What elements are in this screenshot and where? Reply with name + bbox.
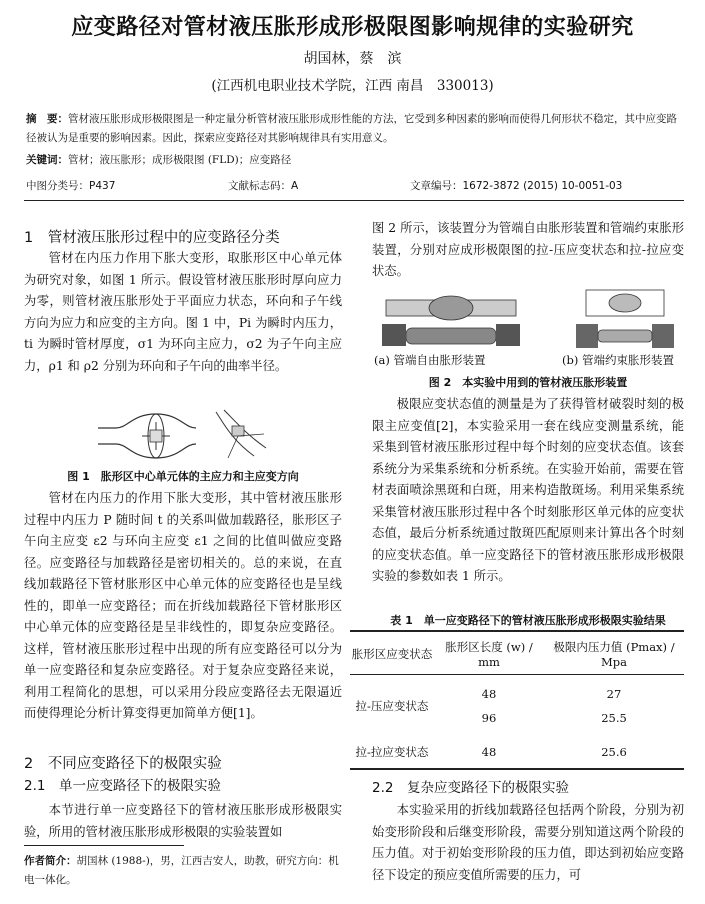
figure-1-image [96, 404, 276, 464]
footnote-text: 胡国林 (1988-)，男，江西吉安人，助教，研究方向：机电一体化。 [24, 855, 339, 886]
section-2-1-para-1: 本节进行单一应变路径下的管材液压胀形成形极限实验，所用的管材液压胀形成形极限的实验装置如 [24, 803, 342, 839]
section-1-heading: 1 管材液压胀形过程中的应变路径分类 [24, 230, 280, 246]
section-1-para-2: 管材在内压力的作用下胀大变形，其中管材液压胀形过程中内压力 P 随时间 t 的关系叫做加载路径，胀形区子午向主应变 ε2 与环向主应变 ε1 之间的比值叫做应变路径。应变路径与加载路径是密切相关的。总的来说，在直线加载路径下管材胀形区中心单元体的应变路径也是呈线性的，即单一应变路径；而在折线加载路径下管材胀形区中心单元体的应变路径是呈非线性的，即复杂应变路径。这样，管材液压胀形过程中出现的所有应变路径可以分为单一应变路径和复杂应变路径。对于复杂应变路径来说，利用工程简化的思想，可以采用分段应变路径去无限逼近而使得理论分析计算变得更加简单方便[1]。 [24, 491, 342, 720]
figure-2a-caption: (a) 管端自由胀形装置 [374, 353, 486, 367]
abstract-label: 摘 要： [26, 113, 68, 125]
header-divider [24, 200, 684, 201]
abstract-text: 管材液压胀形成形极限图是一种定量分析管材液压胀形成形性能的方法，它受到多种因素的影响而使得几何形状不稳定，其中应变路径被认为是重要的影响因素。因此，探索应变路径对其影响规律具有实用意义。 [26, 113, 677, 144]
keywords-text: 管材；液压胀形；成形极限图 (FLD)；应变路径 [68, 154, 292, 166]
table-cell-pressure: 27 [606, 687, 622, 701]
table-cell-length: 96 [481, 711, 497, 725]
table-header-row [350, 634, 684, 674]
table-bottom-rule [350, 768, 684, 770]
table-cell-state: 拉-拉应变状态 [355, 745, 429, 759]
table-header-state: 胀形区应变状态 [351, 646, 433, 661]
table-cell-state: 拉-压应变状态 [355, 699, 429, 713]
table-cell-pressure: 25.5 [601, 711, 627, 725]
keywords-label: 关键词： [26, 154, 68, 166]
article-number: 文章编号：1672-3872 (2015) 10-0051-03 [410, 180, 623, 192]
keywords [26, 152, 291, 167]
paper-title: 应变路径对管材液压胀形成形极限图影响规律的实验研究 [71, 15, 634, 40]
table-1 [350, 634, 684, 774]
footnote-label: 作者简介： [24, 855, 77, 867]
figure-2b-caption: (b) 管端约束胀形装置 [562, 353, 674, 367]
author-footnote [24, 852, 344, 890]
section-1-para-1: 管材在内压力作用下胀大变形，取胀形区中心单元体为研究对象，如图 1 所示。假设管材液压胀形时厚向应力为零，则管材液压胀形处于平面应力状态，环向和子午线方向为应力和应变的主方向。图 1 中，Pi 为瞬时内压力，ti 为瞬时管材厚度，σ1 为环向主应力，σ2 为子午向主应力，ρ1 和 ρ2 分别为环向和子午向的曲率半径。 [24, 251, 342, 373]
table-top-rule [350, 630, 684, 632]
section-2-1-para-2: 极限应变状态值的测量是为了获得管材破裂时刻的极限主应变值[2]，本实验采用一套在线应变测量系统，能采集到管材液压胀形过程中每个时刻的应变状态值。该套系统分为采集系统和分析系统。在实验开始前，需要在管材表面喷涂黑斑和白斑，用来构造散斑场。利用采集系统采集管材液压胀形过程中各个时刻胀形区单元体的应变状态值，最后分析系统通过散斑匹配原则来计算出各个时刻的应变状态值。单一应变路径下的管材液压胀形成形极限实验的参数如表 1 所示。 [372, 397, 684, 583]
table-1-caption: 表 1 单一应变路径下的管材液压胀形成形极限实验结果 [390, 614, 666, 627]
figure-2b-image [566, 286, 684, 352]
table-row [350, 682, 684, 706]
section-2-2-heading: 2.2 复杂应变路径下的极限实验 [372, 780, 569, 796]
footnote-divider [24, 845, 184, 846]
figure-1-caption: 图 1 胀形区中心单元体的主应力和主应变方向 [67, 470, 299, 483]
clc-number: 中图分类号：P437 [26, 180, 116, 192]
section-2-2-para-1: 本实验采用的折线加载路径包括两个阶段，分别为初始变形阶段和后继变形阶段，需要分别知道这两个阶段的压力值。对于初始变形阶段的压力值，即达到初始应变路径下设定的预应变值所需要的压力，可 [372, 803, 684, 882]
section-2-heading: 2 不同应变路径下的极限实验 [24, 756, 222, 772]
figure-2a-image [376, 288, 526, 350]
table-cell-pressure: 25.6 [601, 745, 627, 759]
table-header-length: 胀形区长度 (w) / mm [445, 639, 533, 669]
affiliation: (江西机电职业技术学院，江西 南昌 330013) [211, 78, 494, 94]
document-code: 文献标志码：A [228, 180, 299, 192]
authors: 胡国林，蔡 滨 [303, 51, 402, 67]
table-cell-length: 48 [481, 687, 497, 701]
section-2-1-heading: 2.1 单一应变路径下的极限实验 [24, 778, 221, 794]
table-header-pressure: 极限内压力值 (Pmax) / Mpa [553, 639, 675, 669]
section-2-1-para-1-continued: 图 2 所示，该装置分为管端自由胀形装置和管端约束胀形装置，分别对应成形极限图的拉-压应变状态和拉-拉应变状态。 [372, 221, 684, 278]
table-cell-length: 48 [481, 745, 497, 759]
figure-2-caption: 图 2 本实验中用到的管材液压胀形装置 [428, 376, 628, 389]
abstract [26, 110, 686, 148]
